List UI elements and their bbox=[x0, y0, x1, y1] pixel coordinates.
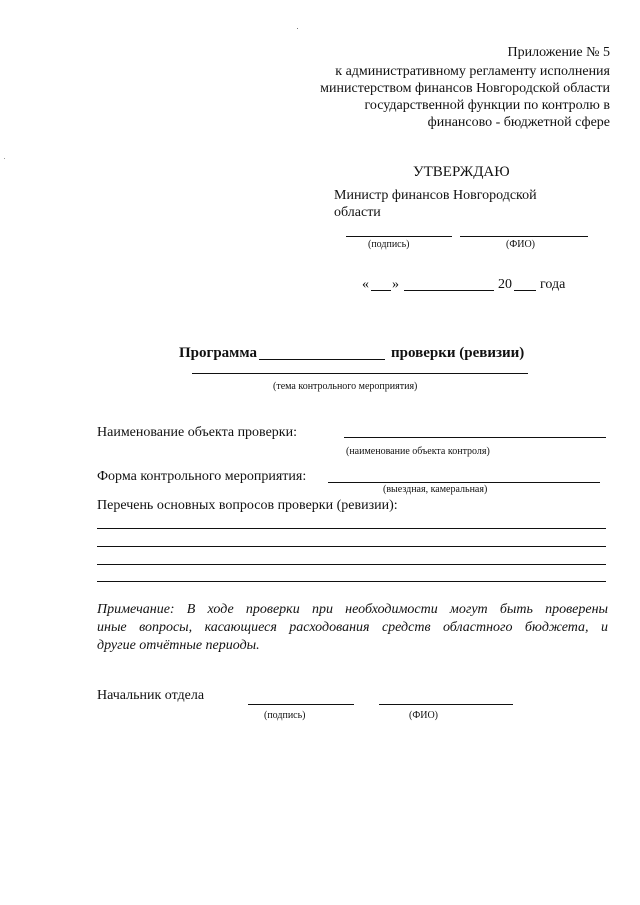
program-title-left: Программа bbox=[179, 345, 257, 361]
form-caption: (выездная, камеральная) bbox=[383, 484, 488, 495]
program-topic-line bbox=[192, 373, 528, 374]
date-open-quote: « bbox=[362, 277, 369, 292]
approval-signature-line bbox=[346, 236, 452, 237]
signoff-signature-caption: (подпись) bbox=[264, 710, 306, 721]
date-month-line bbox=[404, 290, 494, 291]
appendix-line: министерством финансов Новгородской области bbox=[320, 81, 610, 96]
object-line[interactable] bbox=[344, 437, 606, 438]
date-year-line bbox=[514, 290, 536, 291]
note-line: другие отчётные периоды. bbox=[97, 638, 260, 653]
approval-name-caption: (ФИО) bbox=[506, 239, 536, 250]
program-number-line bbox=[259, 359, 385, 360]
questions-label: Перечень основных вопросов проверки (ревизии): bbox=[97, 498, 398, 513]
approval-signature-caption: (подпись) bbox=[368, 239, 410, 250]
approval-position: области bbox=[334, 205, 381, 220]
object-label: Наименование объекта проверки: bbox=[97, 425, 297, 440]
note-line: Примечание: В ходе проверки при необходимости могут быть проверены bbox=[97, 602, 608, 617]
date-day-line bbox=[371, 290, 391, 291]
appendix-line: государственной функции по контролю в bbox=[364, 98, 610, 113]
program-topic-caption: (тема контрольного мероприятия) bbox=[273, 381, 418, 392]
form-label: Форма контрольного мероприятия: bbox=[97, 469, 307, 484]
form-line[interactable] bbox=[328, 482, 600, 483]
questions-line[interactable] bbox=[97, 546, 606, 547]
approval-heading: УТВЕРЖДАЮ bbox=[413, 164, 510, 180]
date-year-suffix: года bbox=[540, 277, 566, 292]
object-caption: (наименование объекта контроля) bbox=[346, 446, 490, 457]
appendix-line: к административному регламенту исполнения bbox=[335, 64, 610, 79]
approval-position: Министр финансов Новгородской bbox=[334, 188, 537, 203]
scan-speck bbox=[4, 158, 5, 159]
signoff-role: Начальник отдела bbox=[97, 688, 205, 703]
questions-line[interactable] bbox=[97, 528, 606, 529]
signoff-signature-line bbox=[248, 704, 354, 705]
appendix-line: финансово - бюджетной сфере bbox=[427, 115, 610, 130]
appendix-title: Приложение № 5 bbox=[507, 45, 610, 60]
note-text bbox=[97, 601, 608, 655]
date-year-prefix: 20 bbox=[498, 277, 512, 292]
date-close-quote: » bbox=[392, 277, 399, 292]
note-line: иные вопросы, касающиеся расходования средств областного бюджета, и bbox=[97, 620, 608, 635]
questions-line[interactable] bbox=[97, 564, 606, 565]
signoff-name-line bbox=[379, 704, 513, 705]
signoff-name-caption: (ФИО) bbox=[409, 710, 439, 721]
program-title-right: проверки (ревизии) bbox=[391, 345, 525, 361]
approval-name-line bbox=[460, 236, 588, 237]
scan-speck bbox=[297, 28, 298, 29]
questions-line[interactable] bbox=[97, 581, 606, 582]
